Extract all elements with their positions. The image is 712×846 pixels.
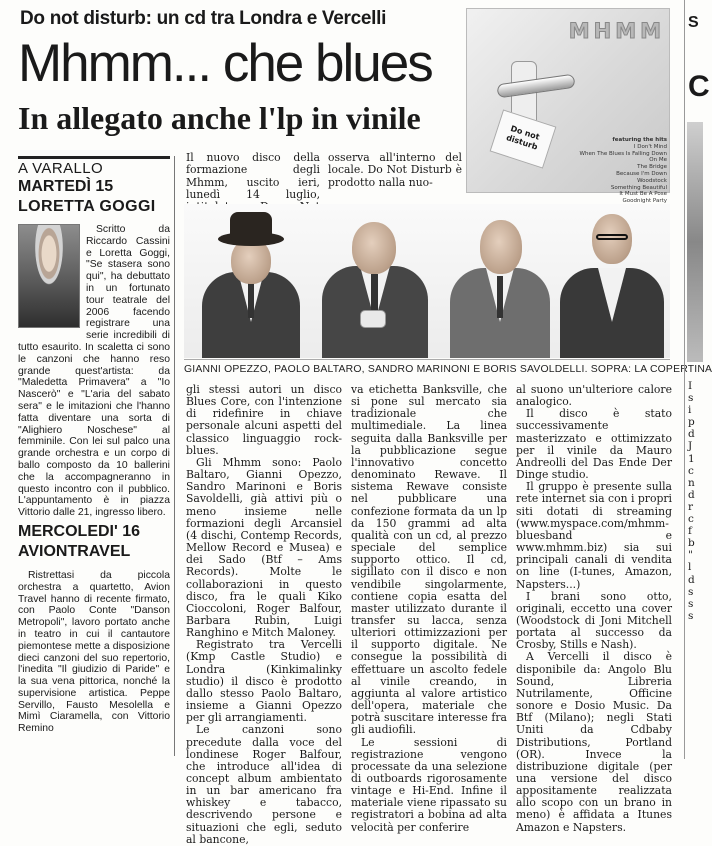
cover-track: It Must Be A Pose (619, 191, 667, 198)
person-sandro-marinoni (446, 208, 554, 358)
intro-column: Il nuovo disco della formazione degli Mhmm, uscito ieri, lunedì 14 luglio, (186, 151, 320, 201)
person-boris-savoldelli (556, 208, 668, 358)
cover-track: Something Beautiful (610, 184, 667, 191)
event2-day: MERCOLEDI' 16 (18, 522, 141, 540)
paragraph: gli stessi autori un disco Blues Core, con l'intenzione di ridefinire in chiave personale alcuni aspetti del classico linguaggio rock-blues. (186, 383, 342, 457)
cover-track: Because I'm Down (616, 170, 667, 177)
adjacent-article-edge (684, 0, 710, 759)
paragraph: Le sessioni di registrazione vengono processate da una selezione di outboards rigorosamente vintage e Hi-End. Infine il materiale viene ripassato su registratori a bobina ad alta velocità per conferire (351, 735, 507, 834)
article-kicker: Do not disturb: un cd tra Londra e Vercelli (20, 8, 387, 29)
paragraph: Il gruppo è presente sulla rete internet sia con i propri siti dotati di streaming (www.myspace.com/mhmm-bluesband e www.mhmm.biz) sia sui principali canali di vendita on line (I-tunes, Amazon, Napsters...) (516, 480, 672, 591)
cover-track: The Bridge (637, 164, 667, 171)
cover-track: Goodnight Party (622, 198, 667, 205)
paragraph: va etichetta Banksville, che si pone sul mercato sia tradizionale che multimediale. La linea seguita dalla Banksville per la pubblicazione segue l'innovativo concetto denominato Rewave. Il sistema Rewave consiste nel pubblicare una confezione formata da un lp da 150 grammi ad alta qualità con un cd, al prezzo speciale del semplice supporto ottico. Il cd, sigillato con il disco e non vendibile singolarmente, contiene copia esatta del master utilizzato durante il transfer su lacca, senza ulteriori ottimizzazioni per il supporto digitale. Ne consegue la possibilità di effettuare un ascolto fedele al vinile creando, in aggiunta al valore artistico dell'opera, materiale che potrà suscitare interesse fra gli audiofili. (351, 383, 507, 737)
body-column (516, 384, 672, 846)
cover-track: Woodstock (637, 177, 667, 184)
article-subhead: In allegato anche l'lp in vinile (18, 100, 421, 136)
person-gianni-opezzo (196, 208, 306, 358)
paragraph: A Vercelli il disco è disponibile da: Angolo Blu Sound, Libreria Nutrilamente, Officine sonore e Dosio Music. Da Btf (Milano); negli Stati Uniti da Cdbaby Distributions, Portland (OR). Invece la distribuzione digitale (per una versione del disco appositamente realizzata allo scopo con un brano in meno) è affidata a Itunes Amazon e Napsters. (516, 650, 672, 834)
neighbor-letter: C (688, 70, 710, 103)
article-body (186, 384, 672, 846)
paragraph: Le canzoni sono precedute dalla voce del londinese Roger Balfour, che introduce all'idea di concept album ambientato in un bar americano fra whiskey e tabacco, descrivendo persone e situazioni che egli, seduto al bancone, (186, 723, 342, 846)
band-photo (184, 204, 670, 358)
cover-track: I Don't Mind (633, 143, 667, 150)
event1-text: Scritto da Riccardo Cassini e Loretta Goggi, "Se stasera sono qui", ha debuttato in un fortunato tour teatrale del 2006 facendo registrare una serie incredibili di tutto esaurito. In scaletta ci sono le canzoni che hanno reso grande quest'artista: da "Maledetta Primavera" a "Io Nascerò" e "L'aria del sabato sera" e le imitazioni che l'hanno fatta diventare una sorta di "Alighiero Noschese" al femminile. Con lei sul palco una grande orchestra e un corpo di ballo composto da 10 ballerini che la accompagneranno in questo incontro con il pubblico. L'appuntamento è in piazza Vittorio dalle 21, ingresso libero. (18, 224, 170, 519)
neighbor-photo (687, 122, 703, 362)
cover-brand-logo: MHMM (568, 19, 665, 43)
event1-day: MARTEDÌ 15 (18, 178, 114, 195)
loretta-goggi-portrait (18, 224, 80, 328)
sidebar-location: A VARALLO (18, 156, 170, 176)
intro-column: osserva all'interno del locale. Do Not Disturb è prodotto nalla nuo- (328, 151, 462, 189)
neighbor-text: I s i p d J 1 c n d r c f b " l d s s s (688, 380, 695, 622)
event2-text: Ristrettasi da piccola orchestra a quartetto, Avion Travel hanno di recente firmato, con Paolo Conte "Danson Metropoli", lavoro portato anche in teatro in cui il cantautore piemontese mette a disposizione dieci canzoni del suo repertorio, l'inedita "Il giudizio di Paride" e la sua vena pittorica, nonché la supervisione artistica. Peppe Servillo, Fausto Mesolella e Mimì Ciaramella, con Vittorio Remino (18, 569, 170, 735)
album-cover-image (466, 8, 670, 205)
event1-artist: LORETTA GOGGI (18, 198, 156, 215)
article-headline: Mhmm... che blues (18, 34, 432, 93)
do-not-disturb-tag: Do not disturb (490, 109, 557, 168)
events-sidebar (18, 156, 170, 735)
paragraph: al suono un'ulteriore calore analogico. (516, 383, 672, 409)
neighbor-letter: S (688, 14, 699, 31)
event2-artist: AVIONTRAVEL (18, 542, 131, 560)
photo-caption: GIANNI OPEZZO, PAOLO BALTARO, SANDRO MARINONI E BORIS SAVOLDELLI. SOPRA: LA COPERTINA (184, 359, 670, 375)
paragraph: Registrato tra Vercelli (Kmp Castle Studio) e Londra (Kinkimalinky studio) il disco è prodotto dallo stesso Paolo Baltaro, insieme a Gianni Opezzo per gli arrangiamenti. (186, 638, 342, 725)
column-divider (174, 156, 175, 756)
cover-featuring: featuring the hits (612, 137, 667, 143)
crumpled-paper (360, 310, 386, 328)
paragraph: I brani sono otto, originali, eccetto una cover (Woodstock di Joni Mitchell portata al successo da Crosby, Stills e Nash). (516, 589, 672, 652)
person-paolo-baltaro (316, 208, 434, 358)
cover-track: When The Blues Is Falling Down On Me (579, 150, 667, 164)
paragraph: Gli Mhmm sono: Paolo Baltaro, Gianni Opezzo, Sandro Marinoni e Boris Savoldelli, già attivi più o meno insieme nelle formazioni degli Arcansiel (4 dischi, Contemp Records, Mellow Record e Musea) e dei Sado (Btf – Ams Records). Molte le collaborazioni in questo disco, fra le quali Kiko Cioccoloni, Roger Balfour, Barbara Rubin, Luigi Ranghino e Mitch Maloney. (186, 455, 342, 640)
body-column (186, 384, 342, 846)
event2-text-block (18, 570, 170, 735)
paragraph: Il disco è stato successivamente masterizzato e ottimizzato per il vinile da Mauro Andreolli del Das Ende Der Dinge studio. (516, 407, 672, 482)
cover-tracklist (579, 137, 667, 205)
body-column (351, 384, 507, 846)
